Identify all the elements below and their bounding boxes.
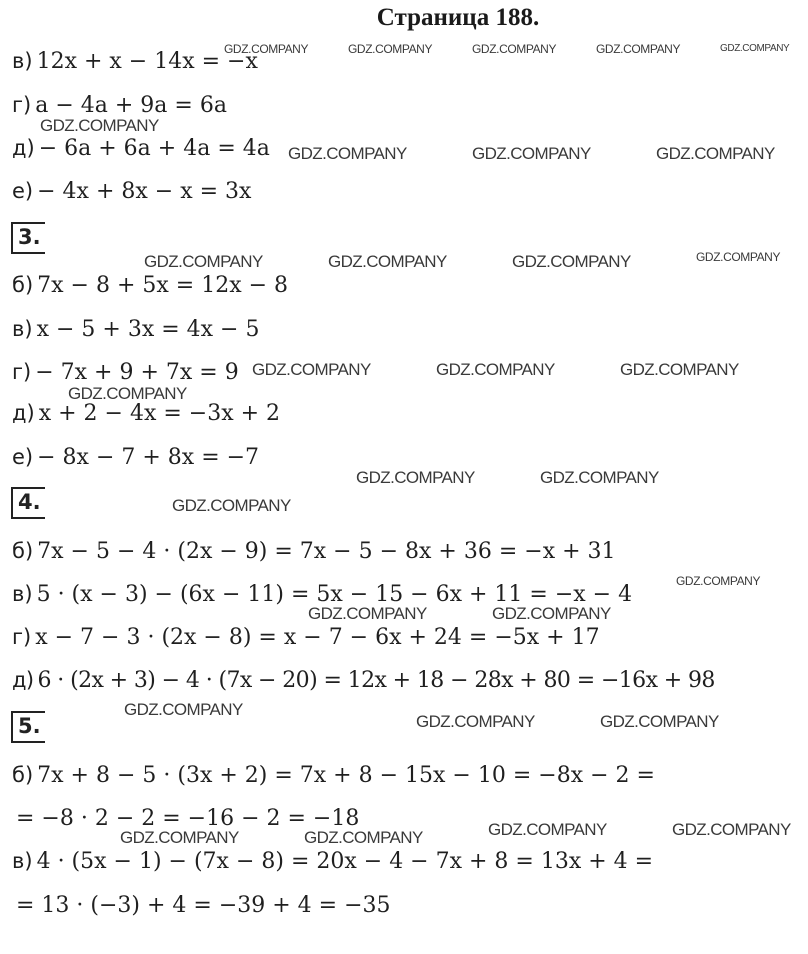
item-label: в) — [12, 582, 33, 606]
equation-text: − 8x − 7 + 8x = −7 — [37, 445, 260, 470]
equation-text: 4 · (5x − 1) − (7x − 8) = 20x − 4 − 7x + 8 = 13x + 4 = — [36, 849, 654, 874]
watermark: GDZ.COMPANY — [472, 42, 557, 56]
section-4-label: 4. — [18, 490, 41, 514]
watermark: GDZ.COMPANY — [596, 42, 681, 56]
equation-text: x − 5 + 3x = 4x − 5 — [36, 317, 260, 342]
item-label: е) — [12, 445, 34, 469]
item-label: в) — [12, 317, 33, 341]
equation-line — [12, 848, 653, 875]
watermark: GDZ.COMPANY — [436, 360, 555, 379]
item-label: д) — [12, 668, 34, 692]
section-5-label: 5. — [18, 714, 41, 738]
watermark: GDZ.COMPANY — [488, 820, 607, 839]
item-label: е) — [12, 179, 34, 203]
watermark: GDZ.COMPANY — [672, 820, 791, 839]
watermark: GDZ.COMPANY — [416, 712, 535, 731]
equation-text: 7x − 8 + 5x = 12x − 8 — [37, 273, 289, 298]
section-5-box — [11, 711, 45, 743]
item-label: г) — [12, 625, 32, 649]
equation-line — [12, 400, 280, 427]
equation-text: − 4x + 8x − x = 3x — [37, 179, 252, 204]
watermark: GDZ.COMPANY — [656, 144, 775, 163]
equation-text: = 13 · (−3) + 4 = −39 + 4 = −35 — [16, 893, 391, 918]
equation-line — [12, 135, 270, 162]
watermark: GDZ.COMPANY — [224, 42, 309, 56]
item-label: б) — [12, 763, 34, 787]
section-4-box — [11, 487, 45, 519]
watermark: GDZ.COMPANY — [348, 42, 433, 56]
equation-line — [12, 359, 239, 386]
watermark: GDZ.COMPANY — [492, 604, 611, 623]
equation-text: 7x − 5 − 4 · (2x − 9) = 7x − 5 − 8x + 36 = −x + 31 — [37, 539, 616, 564]
equation-text: 12x + x − 14x = −x — [36, 49, 258, 74]
watermark: GDZ.COMPANY — [68, 384, 187, 403]
watermark: GDZ.COMPANY — [620, 360, 739, 379]
equation-text: x − 7 − 3 · (2x − 8) = x − 7 − 6x + 24 = −5x + 17 — [35, 625, 600, 650]
equation-text: − 7x + 9 + 7x = 9 — [35, 360, 239, 385]
watermark: GDZ.COMPANY — [676, 574, 761, 588]
equation-line — [12, 92, 227, 119]
item-label: д) — [12, 401, 35, 425]
item-label: г) — [12, 360, 32, 384]
watermark: GDZ.COMPANY — [328, 252, 447, 271]
equation-text: 5 · (x − 3) − (6x − 11) = 5x − 15 − 6x + 11 = −x − 4 — [36, 582, 633, 607]
equation-line — [12, 667, 715, 694]
item-label: в) — [12, 849, 33, 873]
page-title: Страница 188. — [376, 4, 540, 31]
watermark: GDZ.COMPANY — [120, 828, 239, 847]
watermark: GDZ.COMPANY — [40, 116, 159, 135]
item-label: в) — [12, 49, 33, 73]
watermark: GDZ.COMPANY — [356, 468, 475, 487]
equation-line — [12, 624, 600, 651]
section-3-label: 3. — [18, 225, 41, 249]
watermark: GDZ.COMPANY — [172, 496, 291, 515]
watermark: GDZ.COMPANY — [600, 712, 719, 731]
watermark: GDZ.COMPANY — [304, 828, 423, 847]
watermark: GDZ.COMPANY — [540, 468, 659, 487]
section-3-box — [11, 222, 45, 254]
watermark: GDZ.COMPANY — [512, 252, 631, 271]
equation-line — [12, 538, 616, 565]
item-label: б) — [12, 539, 34, 563]
watermark: GDZ.COMPANY — [124, 700, 243, 719]
watermark: GDZ.COMPANY — [720, 43, 790, 54]
equation-text: 7x + 8 − 5 · (3x + 2) = 7x + 8 − 15x − 10 = −8x − 2 = — [37, 763, 655, 788]
equation-line — [12, 316, 259, 343]
equation-line — [12, 48, 258, 75]
item-label: г) — [12, 93, 32, 117]
equation-line — [12, 272, 288, 299]
item-label: б) — [12, 273, 34, 297]
equation-text: − 6a + 6a + 4a = 4a — [38, 136, 270, 161]
watermark: GDZ.COMPANY — [288, 144, 407, 163]
item-label: д) — [12, 136, 35, 160]
watermark: GDZ.COMPANY — [696, 250, 781, 264]
equation-line — [12, 178, 251, 205]
watermark: GDZ.COMPANY — [308, 604, 427, 623]
equation-text: x + 2 − 4x = −3x + 2 — [38, 401, 281, 426]
watermark: GDZ.COMPANY — [472, 144, 591, 163]
equation-line — [12, 892, 391, 919]
watermark: GDZ.COMPANY — [144, 252, 263, 271]
equation-line — [12, 762, 655, 789]
watermark: GDZ.COMPANY — [252, 360, 371, 379]
equation-text: = −8 · 2 − 2 = −16 − 2 = −18 — [16, 806, 360, 831]
equation-text: 6 · (2x + 3) − 4 · (7x − 20) = 12x + 18 − 28x + 80 = −16x + 98 — [37, 668, 715, 693]
equation-line — [12, 444, 259, 471]
equation-text: a − 4a + 9a = 6a — [35, 93, 227, 118]
